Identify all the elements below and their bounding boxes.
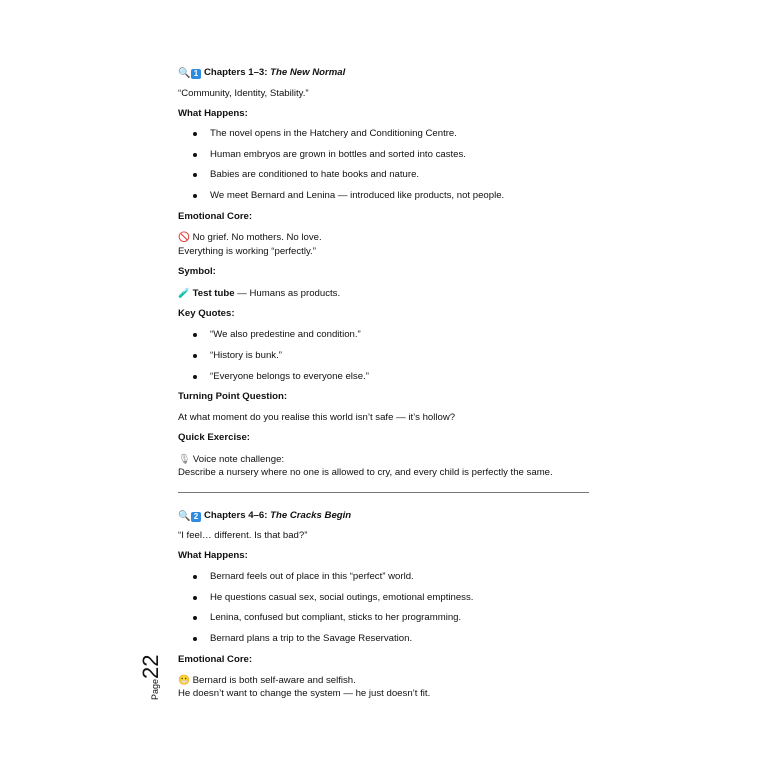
quick-exercise-label: Quick Exercise: xyxy=(178,432,250,443)
list-item: Babies are conditioned to hate books and nature. xyxy=(210,169,420,180)
section-divider xyxy=(178,492,589,493)
list-item: He questions casual sex, social outings, emotional emptiness. xyxy=(210,592,474,603)
bullet-icon xyxy=(193,375,197,379)
bullet-icon xyxy=(193,596,197,600)
list-item: The novel opens in the Hatchery and Conditioning Centre. xyxy=(210,128,457,139)
list-item: Bernard feels out of place in this “perfect” world. xyxy=(210,571,414,582)
emotional-core-text: Everything is working “perfectly.” xyxy=(178,246,316,257)
turning-point-label: Turning Point Question: xyxy=(178,391,288,402)
section-quote: “I feel… different. Is that bad?” xyxy=(178,530,308,541)
bullet-icon xyxy=(193,132,197,136)
bullet-icon xyxy=(193,194,197,198)
list-item: Lenina, confused but compliant, sticks to her programming. xyxy=(210,612,462,623)
bullet-icon xyxy=(193,575,197,579)
test-tube-icon: 🧪 xyxy=(178,288,190,299)
bullet-icon xyxy=(193,354,197,358)
list-item: “History is bunk.” xyxy=(210,350,282,361)
section-heading: 🔍 2 Chapters 4–6: The Cracks Begin xyxy=(178,510,352,522)
list-item: Human embryos are grown in bottles and sorted into castes. xyxy=(210,149,466,160)
page-number: Page22 xyxy=(138,654,163,700)
bullet-icon xyxy=(193,173,197,177)
magnifier-icon: 🔍 xyxy=(178,68,191,79)
emotional-core-text: He doesn’t want to change the system — he just doesn’t fit. xyxy=(178,688,431,699)
what-happens-label: What Happens: xyxy=(178,108,248,119)
section-heading: 🔍 1 Chapters 1–3: The New Normal xyxy=(178,67,346,79)
list-item: “Everyone belongs to everyone else.” xyxy=(210,371,369,382)
emotional-core-label: Emotional Core: xyxy=(178,654,253,665)
list-item: We meet Bernard and Lenina — introduced like products, not people. xyxy=(210,190,505,201)
emotional-core-label: Emotional Core: xyxy=(178,211,253,222)
list-item: “We also predestine and condition.” xyxy=(210,329,361,340)
bullet-icon xyxy=(193,333,197,337)
magnifier-icon: 🔍 xyxy=(178,511,191,522)
section-quote: “Community, Identity, Stability.” xyxy=(178,88,309,99)
bullet-icon xyxy=(193,616,197,620)
exercise-text: Describe a nursery where no one is allowed to cry, and every child is perfectly the same. xyxy=(178,467,553,478)
what-happens-label: What Happens: xyxy=(178,550,248,561)
number-badge-icon: 2 xyxy=(191,512,201,522)
list-item: Bernard plans a trip to the Savage Reservation. xyxy=(210,633,413,644)
bullet-icon xyxy=(193,637,197,641)
symbol-label: Symbol: xyxy=(178,266,216,277)
bullet-icon xyxy=(193,153,197,157)
grimacing-face-icon: 😬 xyxy=(178,675,190,686)
no-entry-icon: 🚫 xyxy=(178,232,190,243)
microphone-icon: 🎙 xyxy=(178,454,191,465)
turning-point-text: At what moment do you realise this world isn’t safe — it’s hollow? xyxy=(178,412,456,423)
key-quotes-label: Key Quotes: xyxy=(178,308,235,319)
number-badge-icon: 1 xyxy=(191,69,201,79)
